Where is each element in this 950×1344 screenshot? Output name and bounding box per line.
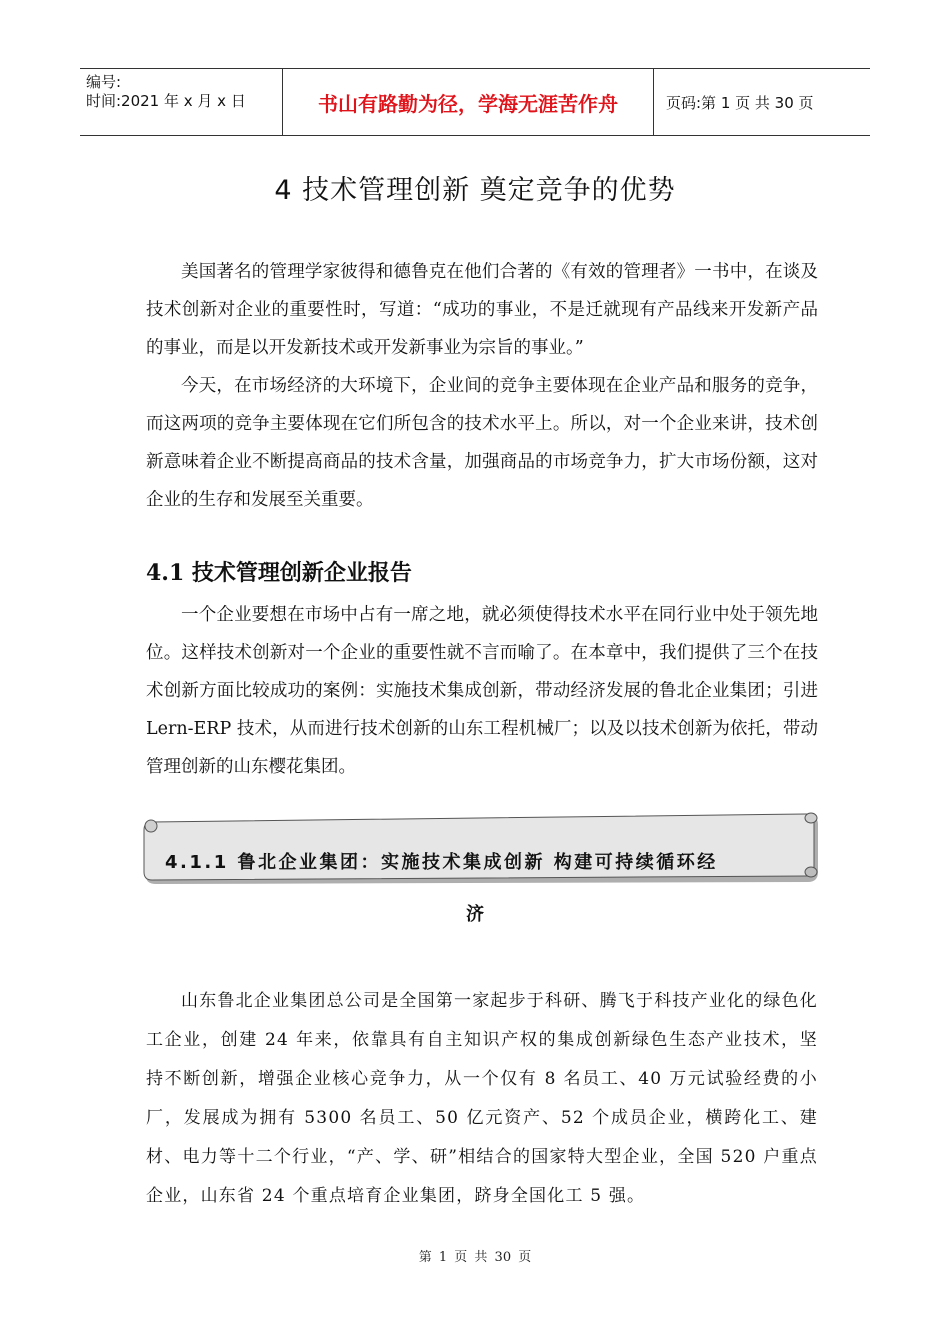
chapter-title: 4 技术管理创新 奠定竞争的优势: [274, 175, 676, 206]
page-footer: 第 1 页 共 30 页: [418, 1250, 532, 1265]
paragraph-intro-quote: 美国著名的管理学家彼得和德鲁克在他们合著的《有效的管理者》一书中，在谈及技术创新对企业的重要性时，写道：“成功的事业，不是迁就现有产品线来开发新产品的事业，而是以开发新技术或开发新事业为宗旨的事业。”: [146, 262, 818, 358]
subsection-banner-title: 4.1.1 鲁北企业集团：实施技术集成创新 构建可持续循环经: [165, 852, 718, 873]
document-header-table: [80, 68, 870, 136]
header-meta-cell: [80, 69, 282, 135]
section-heading: 4.1 技术管理创新企业报告: [146, 560, 412, 586]
number-label: 编号:: [86, 73, 122, 91]
paragraph-cases: 一个企业要想在市场中占有一席之地，就必须使得技术水平在同行业中处于领先地位。这样技术创新对一个企业的重要性就不言而喻了。在本章中，我们提供了三个在技术创新方面比较成功的案例：实施技术集成创新，带动经济发展的鲁北企业集团；引进 Lern-ERP 技术，从而进行技术创新的山东工程机械厂；以及以技术创新为依托，带动管理创新的山东樱花集团。: [146, 605, 818, 777]
paragraph-lubei: 山东鲁北企业集团总公司是全国第一家起步于科研、腾飞于科技产业化的绿色化工企业，创建 24 年来，依靠具有自主知识产权的集成创新绿色生态产业技术，坚持不断创新，增强企业核心竞争力，从一个仅有 8 名员工、40 万元试验经费的小厂，发展成为拥有 5300 名员工、50 亿元资产、52 个成员企业，横跨化工、建材、电力等十二个行业，“产、学、研”相结合的国家特大型企业，全国 520 户重点企业，山东省 24 个重点培育企业集团，跻身全国化工 5 强。: [146, 991, 818, 1206]
time-label: 时间:2021 年 x 月 x 日: [86, 92, 246, 110]
paragraph-competition: 今天，在市场经济的大环境下，企业间的竞争主要体现在企业产品和服务的竞争，而这两项的竞争主要体现在它们所包含的技术水平上。所以，对一个企业来讲，技术创新意味着企业不断提高商品的技术含量，加强商品的市场竞争力，扩大市场份额，这对企业的生存和发展至关重要。: [146, 376, 818, 510]
header-motto: 书山有路勤为径，学海无涯苦作舟: [282, 69, 654, 135]
header-page-info: 页码:第 1 页 共 30 页: [666, 93, 814, 112]
subsection-banner-title-cont: 济: [466, 904, 484, 925]
